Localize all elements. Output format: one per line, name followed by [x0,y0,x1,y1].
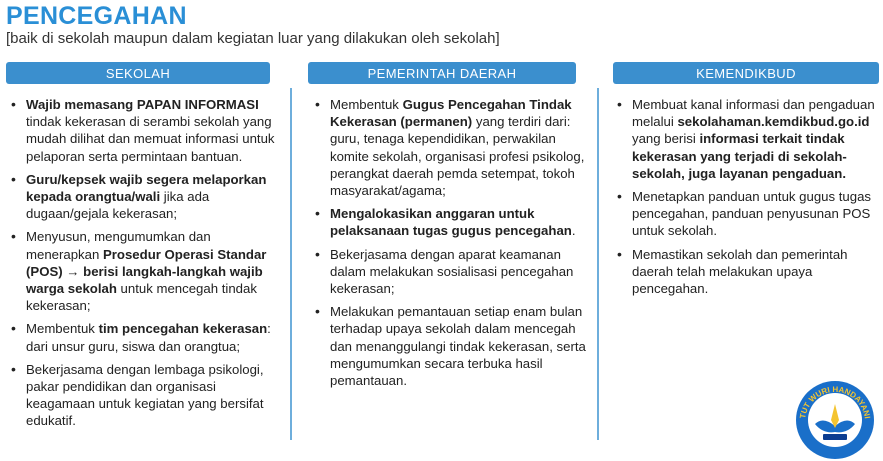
list-item [312,246,588,298]
text: yang berisi [632,131,700,147]
logo-text: TUT WURI HANDAYANI [798,384,872,420]
page-subtitle: [baik di sekolah maupun dalam kegiatan luar yang dilakukan oleh sekolah] [6,30,500,47]
bold-text: sekolahaman.kemdikbud.go.id [677,114,870,130]
bold-text: Guru/kepsek wajib segera melaporkan kepada orangtua/wali [26,171,267,205]
bold-text: informasi terkait tindak kekerasan yang terjadi di sekolah-sekolah, juga layanan pengaduan. [632,131,847,181]
text: Memastikan sekolah dan pemerintah daerah telah melakukan upaya pencegahan. [632,246,848,297]
column-body-kemendikbud [614,96,878,303]
text: Bekerjasama dengan aparat keamanan dalam melakukan sosialisasi pencegahan kekerasan; [330,246,574,297]
list-item [614,96,878,182]
column-body-sekolah [8,96,284,436]
text: Membentuk [330,97,403,112]
bullet-list [614,96,878,297]
text: Melakukan pemantauan setiap enam bulan terhadap upaya sekolah dalam mencegah dan menanggulangi tindak kekerasan, serta mengumumkan secara terbuka hasil pemantauan. [330,304,586,389]
bold-text: Gugus Pencegahan Tindak Kekerasan (permanen) [330,97,572,130]
text: Membentuk [26,321,99,337]
bold-text: tim pencegahan kekerasan [98,321,268,337]
page-title: PENCEGAHAN [6,2,187,30]
list-item [8,96,284,165]
list-item [8,361,284,430]
list-item [8,228,284,314]
bold-text: Wajib memasang PAPAN INFORMASI [26,97,259,112]
column-body-pemerintah-daerah [312,96,588,395]
list-item [8,171,284,223]
text: yang terdiri dari: guru, tenaga kependidikan, perwakilan komite sekolah, organisasi profesi psikolog, perangkat daerah pemda setempat, tokoh masyarakat/agama; [330,114,585,199]
bullet-list [312,96,588,389]
list-item [614,188,878,240]
list-item [312,205,588,239]
column-header-sekolah: SEKOLAH [6,62,270,84]
text: untuk mencegah tindak kekerasan; [26,281,257,314]
text: jika ada dugaan/gejala kekerasan; [26,189,210,222]
list-item [8,320,284,354]
column-header-kemendikbud: KEMENDIKBUD [613,62,879,84]
tut-wuri-handayani-logo [793,376,877,460]
text: Bekerjasama dengan lembaga psikologi, pakar pendidikan dan organisasi keagamaan untuk kegiatan yang bersifat edukatif. [26,361,264,429]
column-divider [290,88,292,440]
list-item [312,96,588,199]
bullet-list [8,96,284,430]
bold-text: Prosedur Operasi Standar (POS) → berisi langkah-langkah wajib warga sekolah [26,246,267,297]
text: Membuat kanal informasi dan pengaduan melalui [632,97,875,130]
column-divider [597,88,599,440]
list-item [312,303,588,389]
text: : dari unsur guru, siswa dan orangtua; [26,321,271,354]
text: Menyusun, mengumumkan dan menerapkan [26,229,211,262]
list-item [614,246,878,298]
text: Menetapkan panduan untuk gugus tugas pencegahan, panduan penyusunan POS untuk sekolah. [632,189,872,239]
text: tindak kekerasan di serambi sekolah yang mudah dilihat dan memuat informasi untuk pelaporan serta permintaan bantuan. [26,114,275,164]
bold-text: Mengalokasikan anggaran untuk pelaksanaan tugas gugus pencegahan [330,206,572,239]
column-header-pemerintah-daerah: PEMERINTAH DAERAH [308,62,576,84]
text: . [571,223,576,239]
logo-book [823,434,847,440]
